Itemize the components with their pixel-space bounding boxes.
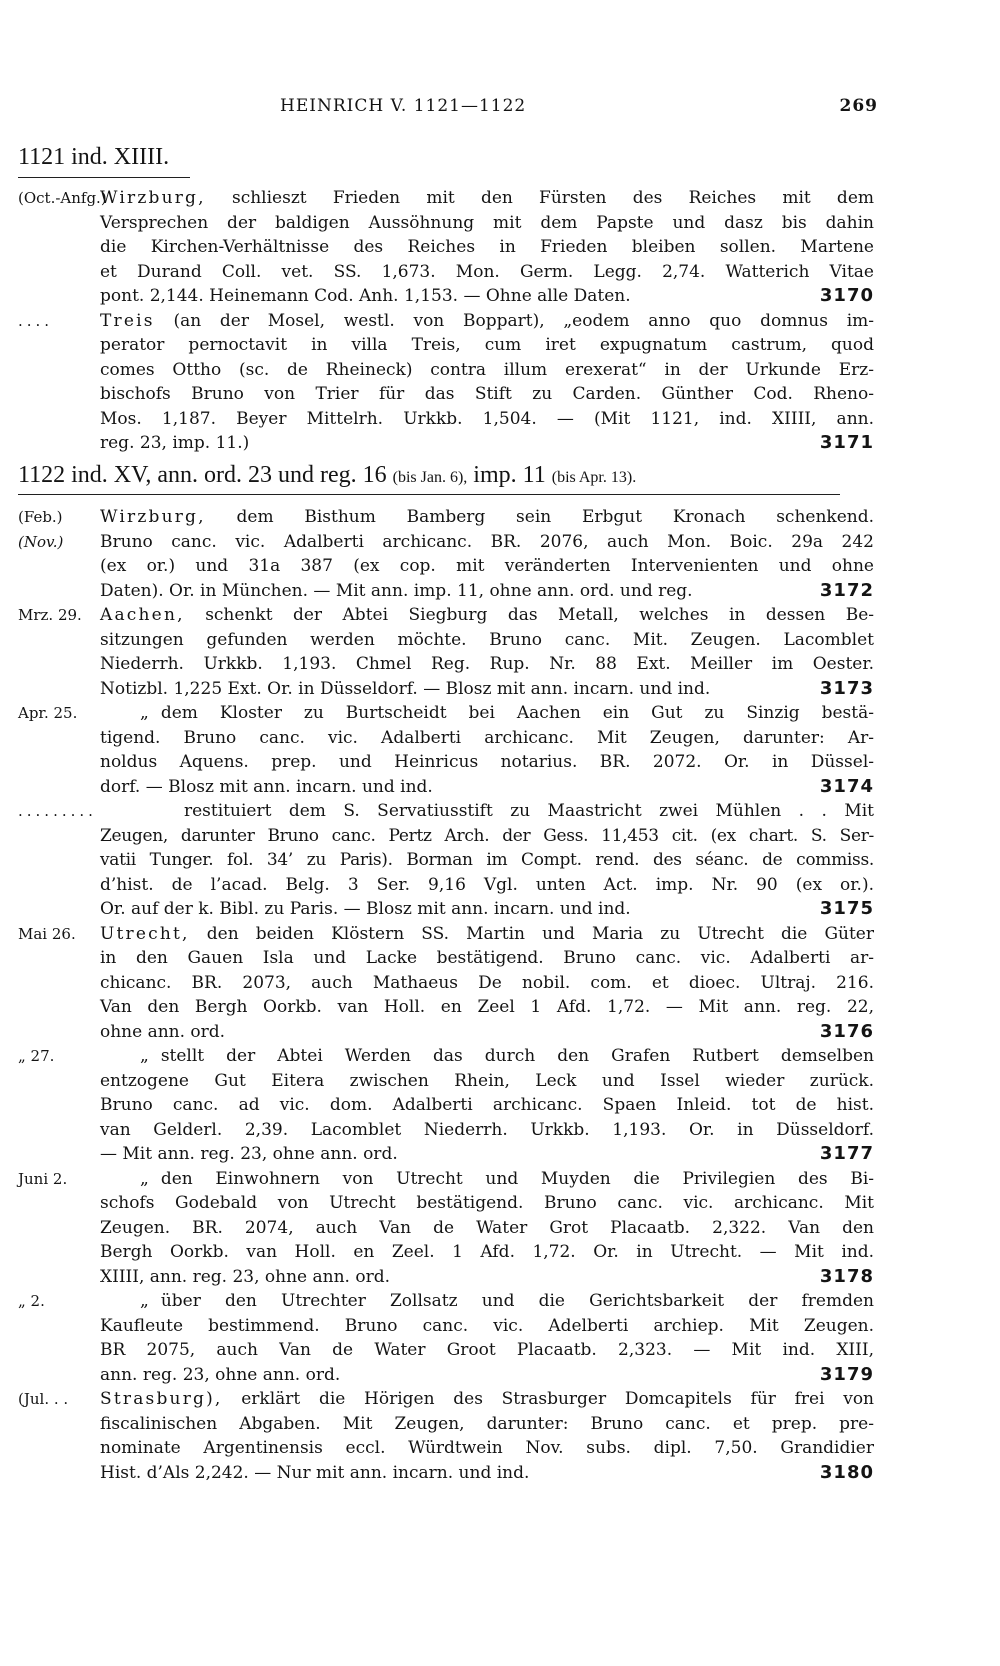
entry-line: dorf. — Blosz mit ann. incarn. und ind. 3174: [100, 775, 874, 800]
page-number: 269: [839, 96, 878, 116]
entry-line: Kaufleute bestimmend. Bruno canc. vic. Adelberti archiep. Mit Zeugen.: [100, 1315, 874, 1336]
entry-line: in den Gauen Isla und Lacke bestätigend. Bruno canc. vic. Adalberti ar-: [100, 948, 874, 968]
handwritten-annotation: (Nov.): [18, 532, 64, 551]
rule-1121: [18, 177, 190, 178]
entry-line: Treis (an der Mosel, westl. von Boppart), „eodem anno quo domnus im-: [100, 310, 874, 331]
entry-line: „ stellt der Abtei Werden das durch den Grafen Rutbert demselben: [100, 1044, 874, 1069]
entry-line: „ über den Utrechter Zollsatz und die Gerichtsbarkeit der fremden: [100, 1289, 874, 1314]
entry-line: Wirzburg, schlieszt Frieden mit den Fürsten des Reiches mit dem: [100, 188, 874, 208]
entry-line: schofs Godebald von Utrecht bestätigend. Bruno canc. vic. archicanc. Mit: [100, 1193, 874, 1213]
entry-line: Bruno canc. ad vic. dom. Adalberti archicanc. Spaen Inleid. tot de hist.: [100, 1095, 874, 1115]
entry-line: et Durand Coll. vet. SS. 1,673. Mon. Germ. Legg. 2,74. Watterich Vitae: [100, 261, 874, 282]
regest-number: 3170: [819, 285, 874, 306]
regest-entry-3174: [18, 701, 878, 799]
entry-line: sitzungen gefunden werden möchte. Bruno canc. Mit. Zeugen. Lacomblet: [100, 629, 874, 650]
regest-number: 3176: [819, 1020, 874, 1042]
entry-place: Strasburg),: [100, 1389, 223, 1409]
regest-number: 3172: [819, 579, 874, 601]
regest-number: 3173: [819, 677, 874, 699]
entry-line: fiscalinischen Abgaben. Mit Zeugen, darunter: Bruno canc. et prep. pre-: [100, 1413, 874, 1434]
entry-line: — Mit ann. reg. 23, ohne ann. ord. 3177: [100, 1142, 874, 1167]
entry-date: Apr. 25.: [18, 704, 78, 722]
entry-line: Versprechen der baldigen Aussöhnung mit dem Papste und dasz bis dahin: [100, 212, 874, 233]
regest-entry-3180: [18, 1387, 878, 1485]
entry-line: Strasburg), erklärt die Hörigen des Strasburger Domcapitels für frei von: [100, 1389, 874, 1409]
regest-number: 3178: [819, 1265, 874, 1287]
regest-entry-3177: [18, 1044, 878, 1167]
regest-entry-3172: [18, 505, 878, 603]
entry-line: d’hist. de l’acad. Belg. 3 Ser. 9,16 Vgl. unten Act. imp. Nr. 90 (ex or.).: [100, 874, 874, 895]
entry-place: Aachen,: [100, 605, 185, 625]
entry-line: ohne ann. ord. 3176: [100, 1020, 874, 1045]
regest-entry-3173: [18, 603, 878, 701]
entry-line: Utrecht, den beiden Klöstern SS. Martin und Maria zu Utrecht die Güter: [100, 923, 874, 944]
regest-number: 3180: [819, 1461, 874, 1483]
entry-line: bischofs Bruno von Trier für das Stift zu Carden. Günther Cod. Rheno-: [100, 384, 874, 404]
regest-number: 3177: [819, 1143, 874, 1164]
regest-entry-3179: [18, 1289, 878, 1387]
ditto-mark: „: [140, 703, 149, 723]
entry-line: „ dem Kloster zu Burtscheidt bei Aachen ein Gut zu Sinzig bestä-: [100, 701, 874, 726]
entry-line: Zeugen, darunter Bruno canc. Pertz Arch. der Gess. 11,453 cit. (ex chart. S. Ser-: [100, 825, 874, 846]
ditto-mark: „: [140, 1168, 149, 1189]
entry-line: (ex or.) und 31a 387 (ex cop. mit veränderten Intervenienten und ohne: [100, 556, 874, 576]
entry-date: „ 27.: [18, 1047, 55, 1065]
entry-line: Van den Bergh Oorkb. van Holl. en Zeel 1 Afd. 1,72. — Mit ann. reg. 22,: [100, 997, 874, 1017]
entry-place: Wirzburg,: [100, 188, 206, 208]
regest-entry-3175: [18, 799, 878, 922]
document-page: [18, 0, 878, 1666]
entry-line: nominate Argentinensis eccl. Würdtwein Nov. subs. dipl. 7,50. Grandidier: [100, 1438, 874, 1458]
entry-date: (Feb.) (Nov.): [18, 505, 100, 554]
regesta-list-1121: [18, 186, 878, 456]
ditto-mark: „: [140, 1291, 149, 1311]
regest-number: 3175: [819, 898, 874, 919]
entry-place: Utrecht,: [100, 923, 190, 944]
entry-date: „ 2.: [18, 1292, 45, 1310]
entry-line: pont. 2,144. Heinemann Cod. Anh. 1,153. — Ohne alle Daten. 3170: [100, 284, 874, 309]
entry-line: Bruno canc. vic. Adalberti archicanc. BR. 2076, auch Mon. Boic. 29a 242: [100, 531, 874, 552]
entry-date: ....: [18, 311, 54, 330]
regest-entry-3170: [18, 186, 878, 309]
rule-1122: [18, 494, 840, 495]
regest-number: 3174: [819, 775, 874, 797]
entry-line: chicanc. BR. 2073, auch Mathaeus De nobil. com. et dioec. Ultraj. 216.: [100, 972, 874, 993]
entry-line: noldus Aquens. prep. und Heinricus notarius. BR. 2072. Or. in Düssel-: [100, 752, 874, 772]
year-label-1121: 1121 ind. XIIII.: [18, 144, 170, 170]
entry-date: (Oct.-Anfg.): [18, 189, 107, 207]
entry-place: Wirzburg,: [100, 507, 206, 527]
entry-line: tigend. Bruno canc. vic. Adalberti archicanc. Mit Zeugen, darunter: Ar-: [100, 727, 874, 748]
regest-number: 3171: [819, 432, 874, 453]
entry-line: Hist. d’Als 2,242. — Nur mit ann. incarn. und ind. 3180: [100, 1461, 874, 1486]
entry-line: BR 2075, auch Van de Water Groot Placaatb. 2,323. — Mit ind. XIII,: [100, 1340, 874, 1360]
entry-line: Wirzburg, dem Bisthum Bamberg sein Erbgut Kronach schenkend.: [100, 507, 875, 527]
entry-line: die Kirchen-Verhältnisse des Reiches in Frieden bleiben sollen. Martene: [100, 237, 874, 257]
year-heading-1121: [18, 142, 169, 172]
year-label-1122: 1122 ind. XV, ann. ord. 23 und reg. 16: [18, 462, 387, 488]
regest-number: 3179: [819, 1363, 874, 1385]
entry-line: vatii Tunger. fol. 34’ zu Paris). Borman im Compt. rend. des séanc. de commiss.: [100, 850, 874, 870]
regesta-list-1122: [18, 505, 878, 1485]
entry-line: Or. auf der k. Bibl. zu Paris. — Blosz mit ann. incarn. und ind. 3175: [100, 897, 874, 922]
entry-place: Treis: [100, 310, 155, 331]
entry-line: XIIII, ann. reg. 23, ohne ann. ord. 3178: [100, 1265, 874, 1290]
ditto-mark: „: [140, 1046, 149, 1066]
entry-line: Aachen, schenkt der Abtei Siegburg das Metall, welches in dessen Be-: [100, 605, 875, 625]
entry-line: perator pernoctavit in villa Treis, cum iret expugnatum castrum, quod: [100, 335, 874, 355]
entry-line: Bergh Oorkb. van Holl. en Zeel. 1 Afd. 1,72. Or. in Utrecht. — Mit ind.: [100, 1242, 874, 1262]
entry-line: „ den Einwohnern von Utrecht und Muyden die Privilegien des Bi-: [100, 1167, 874, 1192]
entry-line: Niederrh. Urkkb. 1,193. Chmel Reg. Rup. Nr. 88 Ext. Meiller im Oester.: [100, 654, 874, 674]
entry-date: Mai 26.: [18, 924, 76, 943]
entry-line: van Gelderl. 2,39. Lacomblet Niederrh. Urkkb. 1,193. Or. in Düsseldorf.: [100, 1119, 874, 1140]
entry-date: Juni 2.: [18, 1169, 68, 1188]
entry-line: reg. 23, imp. 11.) 3171: [100, 431, 874, 456]
entry-date: Mrz. 29.: [18, 606, 82, 624]
regest-entry-3178: [18, 1167, 878, 1290]
entry-date: (Jul. . .: [18, 1390, 69, 1408]
entry-line: comes Ottho (sc. de Rheineck) contra illum erexerat“ in der Urkunde Erz-: [100, 359, 874, 380]
entry-line: restituiert dem S. Servatiusstift zu Maastricht zwei Mühlen . . Mit: [184, 801, 874, 821]
running-title: HEINRICH V. 1121—1122: [280, 96, 527, 116]
regest-entry-3171: [18, 309, 878, 456]
regest-entry-3176: [18, 922, 878, 1045]
entry-line: Notizbl. 1,225 Ext. Or. in Düsseldorf. — Blosz mit ann. incarn. und ind. 3173: [100, 677, 874, 702]
year-heading-1122: 1122 ind. XV, ann. ord. 23 und reg. 16 (bis Jan. 6), imp. 11 (bis Apr. 13).: [18, 462, 637, 488]
entry-line: ann. reg. 23, ohne ann. ord. 3179: [100, 1363, 874, 1388]
running-head: [18, 96, 878, 122]
entry-line: Zeugen. BR. 2074, auch Van de Water Grot Placaatb. 2,322. Van den: [100, 1217, 874, 1238]
entry-date: .........: [18, 802, 97, 820]
entry-line: Mos. 1,187. Beyer Mittelrh. Urkkb. 1,504. — (Mit 1121, ind. XIIII, ann.: [100, 408, 874, 429]
entry-line: entzogene Gut Eitera zwischen Rhein, Leck und Issel wieder zurück.: [100, 1070, 874, 1091]
entry-line: Daten). Or. in München. — Mit ann. imp. 11, ohne ann. ord. und reg. 3172: [100, 579, 874, 604]
